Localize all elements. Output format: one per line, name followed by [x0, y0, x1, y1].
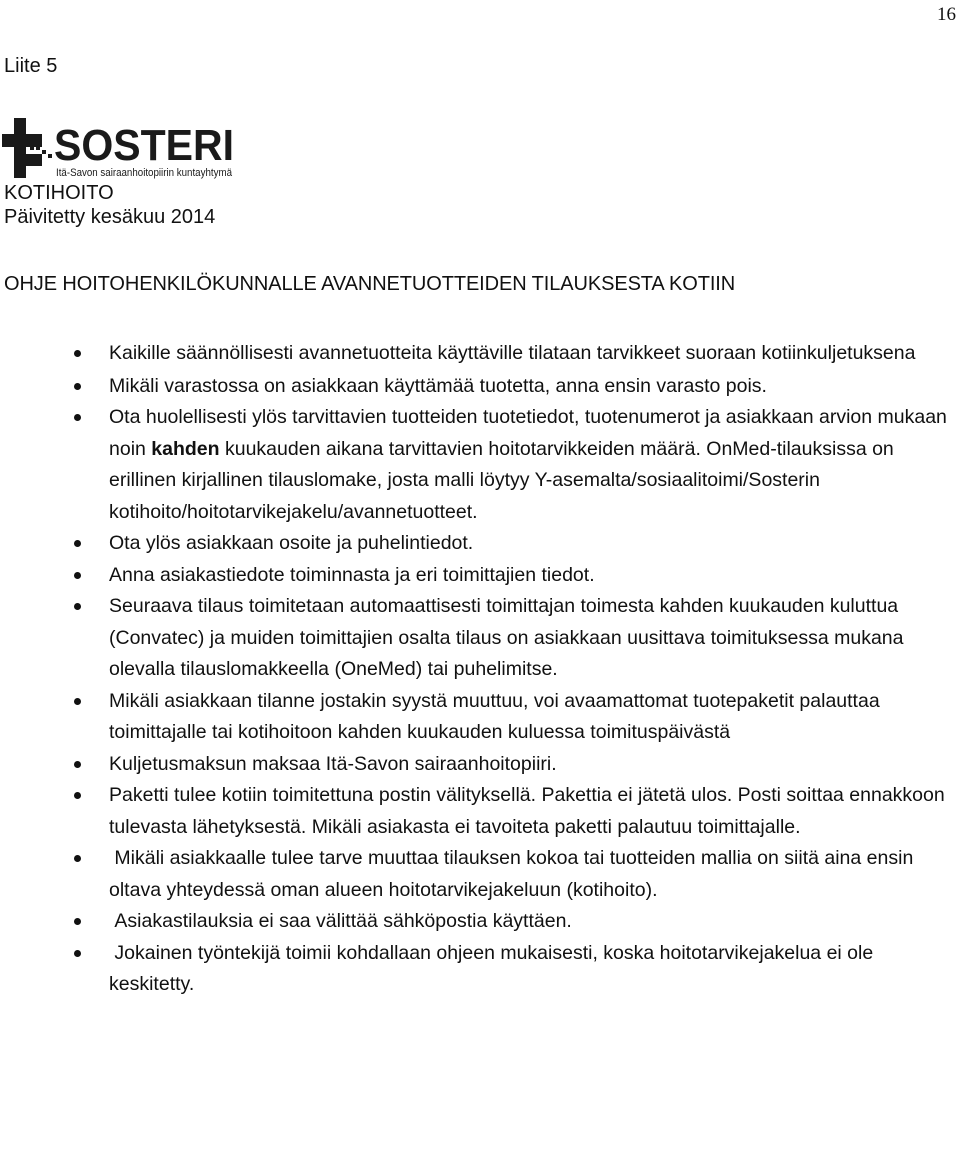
list-item [0, 371, 960, 403]
logo-tagline: Itä-Savon sairaanhoitopiirin kuntayhtymä [56, 167, 233, 179]
list-item [0, 528, 960, 560]
instruction-list [0, 338, 960, 1001]
list-item [0, 906, 960, 938]
list-item [0, 686, 960, 749]
list-item [0, 749, 960, 781]
list-item-text: Mikäli asiakkaan tilanne jostakin syystä muuttuu, voi avaamattomat tuotepaketit palauttaa toimittajalle tai kotihoitoon kahden kuukauden kuluessa toimituspäivästä [109, 689, 880, 743]
list-item [0, 843, 960, 906]
list-item [0, 560, 960, 592]
page-number: 16 [937, 4, 956, 25]
list-item [0, 938, 960, 1001]
list-item-text: Kuljetusmaksun maksaa Itä-Savon sairaanhoitopiiri. [109, 752, 557, 775]
list-item-text: kuukauden aikana tarvittavien hoitotarvikkeiden määrä. OnMed-tilauksissa on erillinen kirjallinen tilauslomake, josta malli löytyy Y-asemalta/sosiaalitoimi/Sosterin kotihoito/hoitotarvikejakelu/avannetuotteet. [109, 437, 894, 523]
list-item-text: Mikäli varastossa on asiakkaan käyttämää tuotetta, anna ensin varasto pois. [109, 374, 767, 397]
logo-wordmark: SOSTERI [54, 121, 234, 170]
emphasis-text: kahden [151, 437, 220, 460]
list-item-text: Ota huolellisesti ylös tarvittavien tuotteiden tuotetiedot, tuotenumerot ja asiakkaan arvion mukaan noin [109, 406, 947, 460]
appendix-label: Liite 5 [4, 55, 58, 77]
header-block [4, 181, 215, 229]
list-item-text: Jokainen työntekijä toimii kohdallaan ohjeen mukaisesti, koska hoitotarvikejakelua ei ole keskitetty. [109, 941, 879, 995]
list-item-text: Mikäli asiakkaalle tulee tarve muuttaa tilauksen kokoa tai tuotteiden mallia on siitä aina ensin oltava yhteydessä oman alueen hoitotarvikejakeluun (kotihoito). [109, 847, 919, 901]
list-item-text: Asiakastilauksia ei saa välittää sähköpostia käyttäen. [109, 910, 572, 932]
list-item-text: Anna asiakastiedote toiminnasta ja eri toimittajien tiedot. [109, 563, 595, 586]
sosteri-logo [2, 112, 238, 184]
list-item-text: Paketti tulee kotiin toimitettuna postin välityksellä. Pakettia ei jätetä ulos. Posti soittaa ennakkoon tulevasta lähetyksestä. Mikäli asiakasta ei tavoiteta paketti palautuu toimittajalle. [109, 784, 945, 838]
list-item [0, 402, 960, 528]
list-item [0, 780, 960, 843]
list-item-text: Ota ylös asiakkaan osoite ja puhelintiedot. [109, 532, 474, 554]
list-item [0, 591, 960, 686]
list-item-text: Kaikille säännöllisesti avannetuotteita käyttäville tilataan tarvikkeet suoraan kotiinkuljetuksena [109, 342, 916, 364]
list-item-text: Seuraava tilaus toimitetaan automaattisesti toimittajan toimesta kahden kuukauden kuluttua (Convatec) ja muiden toimittajien osalta tilaus on asiakkaan uusittava toimituksessa mukana olevalla tilauslomakkeella (OneMed) tai puhelimitse. [109, 595, 904, 680]
list-item [0, 338, 960, 370]
updated-date: Päivitetty kesäkuu 2014 [4, 206, 216, 228]
department-name: KOTIHOITO [4, 182, 114, 204]
document-title: OHJE HOITOHENKILÖKUNNALLE AVANNETUOTTEIDEN TILAUKSESTA KOTIIN [4, 273, 736, 295]
